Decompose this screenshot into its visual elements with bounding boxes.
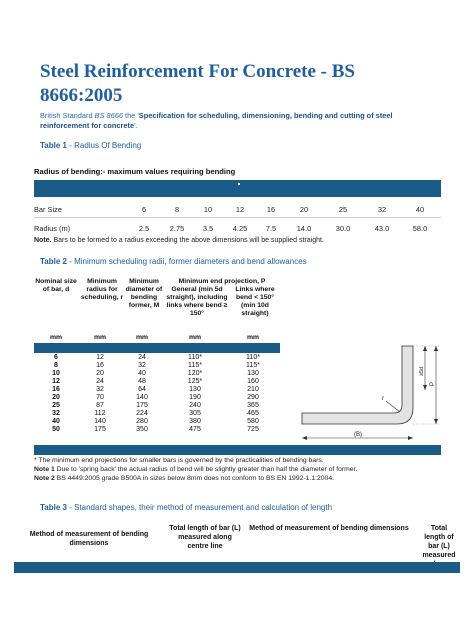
table-cell: 120* <box>187 370 203 377</box>
table-row <box>34 354 280 362</box>
dim-5d-arrow-top <box>423 346 427 351</box>
label-r: r <box>382 396 384 402</box>
table-cell: 305 <box>189 410 201 417</box>
table2-caption <box>40 257 307 266</box>
radius-cell: 4.25 <box>232 224 248 233</box>
note-label: Note 2 <box>34 475 55 482</box>
unit-mm: mm <box>188 334 202 341</box>
dim-b-arrow-right <box>408 436 413 440</box>
intro-prefix: British Standard <box>40 111 95 120</box>
table-cell: 40 <box>138 370 146 377</box>
bar-size-cell: 10 <box>203 205 213 214</box>
col-header-nominal: Nominal size of bar, d <box>35 278 77 293</box>
intro-spec: Specification for scheduling, dimensioning, bending and cutting of steel reinforcement for concrete <box>40 111 393 130</box>
table-cell: 190 <box>189 394 201 401</box>
table-cell: 20 <box>96 370 104 377</box>
table-cell: 40 <box>52 418 60 425</box>
table2-caption-prefix: Table 2 <box>40 257 67 266</box>
col-header-projection: Minimum end projection, P <box>178 278 266 285</box>
table-cell: 240 <box>189 402 201 409</box>
table-cell: 24 <box>138 354 146 361</box>
table-cell: 160 <box>247 378 259 385</box>
table-cell: 380 <box>189 418 201 425</box>
table-row <box>34 402 280 410</box>
radius-cell: 2.5 <box>138 224 150 233</box>
bent-bar <box>302 346 413 424</box>
table2-note1 <box>34 465 444 474</box>
table1-row-radius <box>34 222 441 236</box>
table-cell: 70 <box>96 394 104 401</box>
note-text: BS 4449:2005 grade B500A in sizes below 8mm does not conform to BS EN 1992-1.1:2004. <box>54 475 335 482</box>
bar-size-cell: 32 <box>377 205 387 214</box>
table-cell: 280 <box>136 418 148 425</box>
note-label: Note. <box>34 237 52 244</box>
radius-cell: 58.0 <box>412 224 428 233</box>
table-cell: 125* <box>187 378 203 385</box>
col-header-method-1: Method of measurement of bending dimensions <box>29 531 149 547</box>
bar-size-cell: 6 <box>141 205 147 214</box>
table-cell: 10 <box>52 370 60 377</box>
intro-middle: the ' <box>123 111 139 120</box>
table2-note2 <box>34 474 444 483</box>
band-dot <box>238 183 240 185</box>
table-cell: 210 <box>247 386 259 393</box>
bent-bar-shape <box>302 346 413 424</box>
table-cell: 64 <box>138 386 146 393</box>
bend-diagram <box>282 334 448 444</box>
col-header-radius: Minimum radius for scheduling, r <box>80 278 124 301</box>
table-cell: 8 <box>54 362 58 369</box>
table-row <box>34 410 280 418</box>
unit-mm: mm <box>246 334 260 341</box>
table-cell: 140 <box>94 418 106 425</box>
intro-standard: BS 8666 <box>94 111 123 120</box>
table-cell: 20 <box>52 394 60 401</box>
unit-mm: mm <box>93 334 107 341</box>
table-cell: 365 <box>247 402 259 409</box>
table-row <box>34 418 280 426</box>
radius-cell: 2.75 <box>169 224 185 233</box>
table1-caption-prefix: Table 1 <box>40 141 67 150</box>
table-cell: 110* <box>246 354 260 361</box>
table-row <box>34 386 280 394</box>
table-cell: 12 <box>52 378 60 385</box>
table-cell: 32 <box>96 386 104 393</box>
table-cell: 32 <box>52 410 60 417</box>
table-cell: 350 <box>136 426 148 433</box>
note-text: Bars to be formed to a radius exceeding the above dimensions will be supplied straight. <box>51 237 324 244</box>
table2-body <box>34 354 280 434</box>
table-cell: 110* <box>188 354 202 361</box>
col-header-method-2: Method of measurement of bending dimensions <box>249 525 409 532</box>
dim-b-arrow-left <box>302 436 307 440</box>
table-row <box>34 362 280 370</box>
table-cell: 115* <box>246 362 260 369</box>
table-cell: 16 <box>96 362 104 369</box>
label-p: P <box>430 381 436 386</box>
table3-caption-prefix: Table 3 <box>40 503 67 512</box>
table3-header-band <box>14 562 460 573</box>
table-cell: 130 <box>247 370 259 377</box>
col-header-total-2: Total length of bar (L) measured <box>422 525 456 559</box>
dim-p-arrow-bottom <box>434 419 438 424</box>
bar-size-cell: 16 <box>266 205 276 214</box>
page-title: Steel Reinforcement For Concrete - BS 8666:2005 <box>40 61 355 106</box>
table-cell: 290 <box>247 394 259 401</box>
radius-cell: 30.0 <box>335 224 351 233</box>
row-label: Radius (m) <box>34 224 71 233</box>
label-b: (B) <box>354 432 362 438</box>
col-header-links: Links where bend < 150° (min 10d straight) <box>235 286 275 317</box>
bar-size-cell: 20 <box>299 205 309 214</box>
table3-caption-text: - Standard shapes, their method of measurement and calculation of length <box>66 503 333 512</box>
dim-r-line <box>386 401 400 412</box>
table-cell: 580 <box>247 418 259 425</box>
bar-size-cell: 40 <box>415 205 425 214</box>
bar-size-cell: 8 <box>174 205 180 214</box>
table2-footnote: * The minimum end projections for smaller bars is governed by the practicalities of bending bars. <box>34 457 324 464</box>
radius-cell: 3.5 <box>202 224 214 233</box>
table1-header-band <box>34 180 441 197</box>
table-row <box>34 370 280 378</box>
col-header-total-1: Total length of bar (L) measured along centre line <box>169 525 241 550</box>
table-cell: 465 <box>247 410 259 417</box>
radius-cell: 43.0 <box>374 224 390 233</box>
col-header-diameter: Minimum diameter of bending former, M <box>125 278 163 309</box>
table1-note <box>34 236 444 245</box>
table1-caption <box>40 141 141 150</box>
table-cell: 50 <box>52 426 60 433</box>
table2-caption-text: - Minimum scheduling radii, former diameters and bend allowances <box>66 257 307 266</box>
unit-mm: mm <box>49 334 63 341</box>
table2-footer-band <box>34 445 441 455</box>
col-header-general: General (min 5d straight), including links where bend ≥ 150° <box>166 286 228 317</box>
bar-size-cell: 12 <box>235 205 245 214</box>
table2-header-band <box>34 343 280 353</box>
table-cell: 130 <box>189 386 201 393</box>
table-row <box>34 394 280 402</box>
table-cell: 175 <box>94 426 106 433</box>
table-cell: 12 <box>96 354 104 361</box>
table-cell: 140 <box>136 394 148 401</box>
table-cell: 25 <box>52 402 60 409</box>
table-row <box>34 426 280 434</box>
radius-cell: 7.5 <box>265 224 277 233</box>
table-cell: 475 <box>189 426 201 433</box>
bar-size-cell: 25 <box>338 205 348 214</box>
table3-caption <box>40 503 332 512</box>
table-cell: 16 <box>52 386 60 393</box>
radius-cell: 14.0 <box>296 224 312 233</box>
table-cell: 224 <box>136 410 148 417</box>
table1-caption-text: - Radius Of Bending <box>66 141 142 150</box>
table1-subtitle: Radius of bending:- maximum values requiring bending <box>34 167 236 176</box>
note-text: Due to 'spring back' the actual radius of bend will be slightly greater than half the diameter of former. <box>54 466 358 473</box>
intro-suffix: '. <box>134 121 138 130</box>
table-cell: 6 <box>54 354 58 361</box>
table-cell: 24 <box>96 378 104 385</box>
table-cell: 48 <box>138 378 146 385</box>
row-label: Bar Size <box>34 205 62 214</box>
unit-mm: mm <box>135 334 149 341</box>
note-label: Note 1 <box>34 466 55 473</box>
dim-p-arrow-top <box>434 346 438 351</box>
table-cell: 112 <box>94 410 106 417</box>
intro-paragraph <box>40 111 440 131</box>
table1-row-bar-size <box>34 203 441 217</box>
dim-5d-arrow-bottom <box>423 385 427 390</box>
table-cell: 32 <box>138 362 146 369</box>
label-5d: ≥5d <box>419 366 425 376</box>
table1-divider <box>34 217 441 218</box>
table-row <box>34 378 280 386</box>
table-cell: 87 <box>96 402 104 409</box>
table-cell: 115* <box>188 362 202 369</box>
table-cell: 725 <box>247 426 259 433</box>
table-cell: 175 <box>136 402 148 409</box>
